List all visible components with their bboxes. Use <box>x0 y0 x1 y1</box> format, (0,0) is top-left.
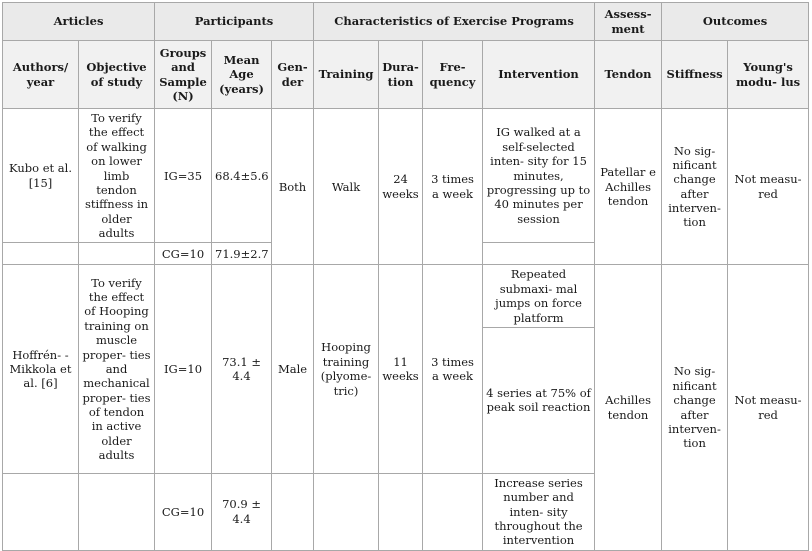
col-tendon: Tendon <box>595 41 662 109</box>
cell-empty <box>272 473 314 550</box>
header-outcomes: Outcomes <box>662 3 809 41</box>
col-youngs-modulus: Young's modu- lus <box>728 41 809 109</box>
cell-empty <box>3 243 79 265</box>
cell-training: Hooping training (plyome- tric) <box>314 265 379 474</box>
cell-empty <box>79 243 155 265</box>
header-assessment: Assess- ment <box>595 3 662 41</box>
cell-gender: Both <box>272 109 314 265</box>
cell-gender: Male <box>272 265 314 474</box>
cell-ig-sample: IG=10 <box>155 265 212 474</box>
col-gender: Gen- der <box>272 41 314 109</box>
col-duration: Dura- tion <box>379 41 423 109</box>
header-characteristics: Characteristics of Exercise Programs <box>314 3 595 41</box>
cell-empty <box>423 473 483 550</box>
cell-cg-sample: CG=10 <box>155 243 212 265</box>
cell-training: Walk <box>314 109 379 265</box>
header-articles: Articles <box>3 3 155 41</box>
cell-cg-age: 71.9±2.7 <box>212 243 272 265</box>
table-row <box>3 109 809 243</box>
table-row <box>3 265 809 328</box>
col-authors-year: Authors/ year <box>3 41 79 109</box>
cell-empty <box>3 473 79 550</box>
cell-empty <box>483 243 595 265</box>
cell-frequency: 3 times a week <box>423 109 483 265</box>
cell-empty <box>379 473 423 550</box>
cell-ig-age: 68.4±5.6 <box>212 109 272 243</box>
exercise-programs-table <box>2 2 809 551</box>
cell-stiffness: No sig- nificant change after interven- tion <box>662 265 728 550</box>
col-training: Training <box>314 41 379 109</box>
cell-duration: 24 weeks <box>379 109 423 265</box>
cell-frequency: 3 times a week <box>423 265 483 474</box>
cell-duration: 11 weeks <box>379 265 423 474</box>
cell-intervention: Increase series number and inten- sity throughout the intervention <box>483 473 595 550</box>
col-objective: Objective of study <box>79 41 155 109</box>
cell-youngs-modulus: Not measu- red <box>728 265 809 550</box>
col-stiffness: Stiffness <box>662 41 728 109</box>
cell-youngs-modulus: Not measu- red <box>728 109 809 265</box>
cell-objective: To verify the effect of Hooping training on muscle proper- ties and mechanical proper- ties of tendon in active older adults <box>79 265 155 474</box>
cell-stiffness: No sig- nificant change after interven- tion <box>662 109 728 265</box>
cell-cg-sample: CG=10 <box>155 473 212 550</box>
col-frequency: Fre- quency <box>423 41 483 109</box>
cell-intervention: 4 series at 75% of peak soil reaction <box>483 327 595 473</box>
cell-empty <box>79 473 155 550</box>
col-mean-age: Mean Age (years) <box>212 41 272 109</box>
cell-intervention: IG walked at a self-selected inten- sity for 15 minutes, progressing up to 40 minutes per session <box>483 109 595 243</box>
cell-tendon: Achilles tendon <box>595 265 662 550</box>
col-groups-sample: Groups and Sample (N) <box>155 41 212 109</box>
cell-authors: Kubo et al. [15] <box>3 109 79 243</box>
header-participants: Participants <box>155 3 314 41</box>
col-intervention: Intervention <box>483 41 595 109</box>
cell-objective: To verify the effect of walking on lower limb tendon stiffness in older adults <box>79 109 155 243</box>
cell-tendon: Patellar e Achilles tendon <box>595 109 662 265</box>
cell-ig-age: 73.1 ± 4.4 <box>212 265 272 474</box>
cell-authors: Hoffrén- -Mikkola et al. [6] <box>3 265 79 474</box>
cell-ig-sample: IG=35 <box>155 109 212 243</box>
cell-empty <box>314 473 379 550</box>
cell-intervention: Repeated submaxi- mal jumps on force platform <box>483 265 595 328</box>
cell-cg-age: 70.9 ± 4.4 <box>212 473 272 550</box>
